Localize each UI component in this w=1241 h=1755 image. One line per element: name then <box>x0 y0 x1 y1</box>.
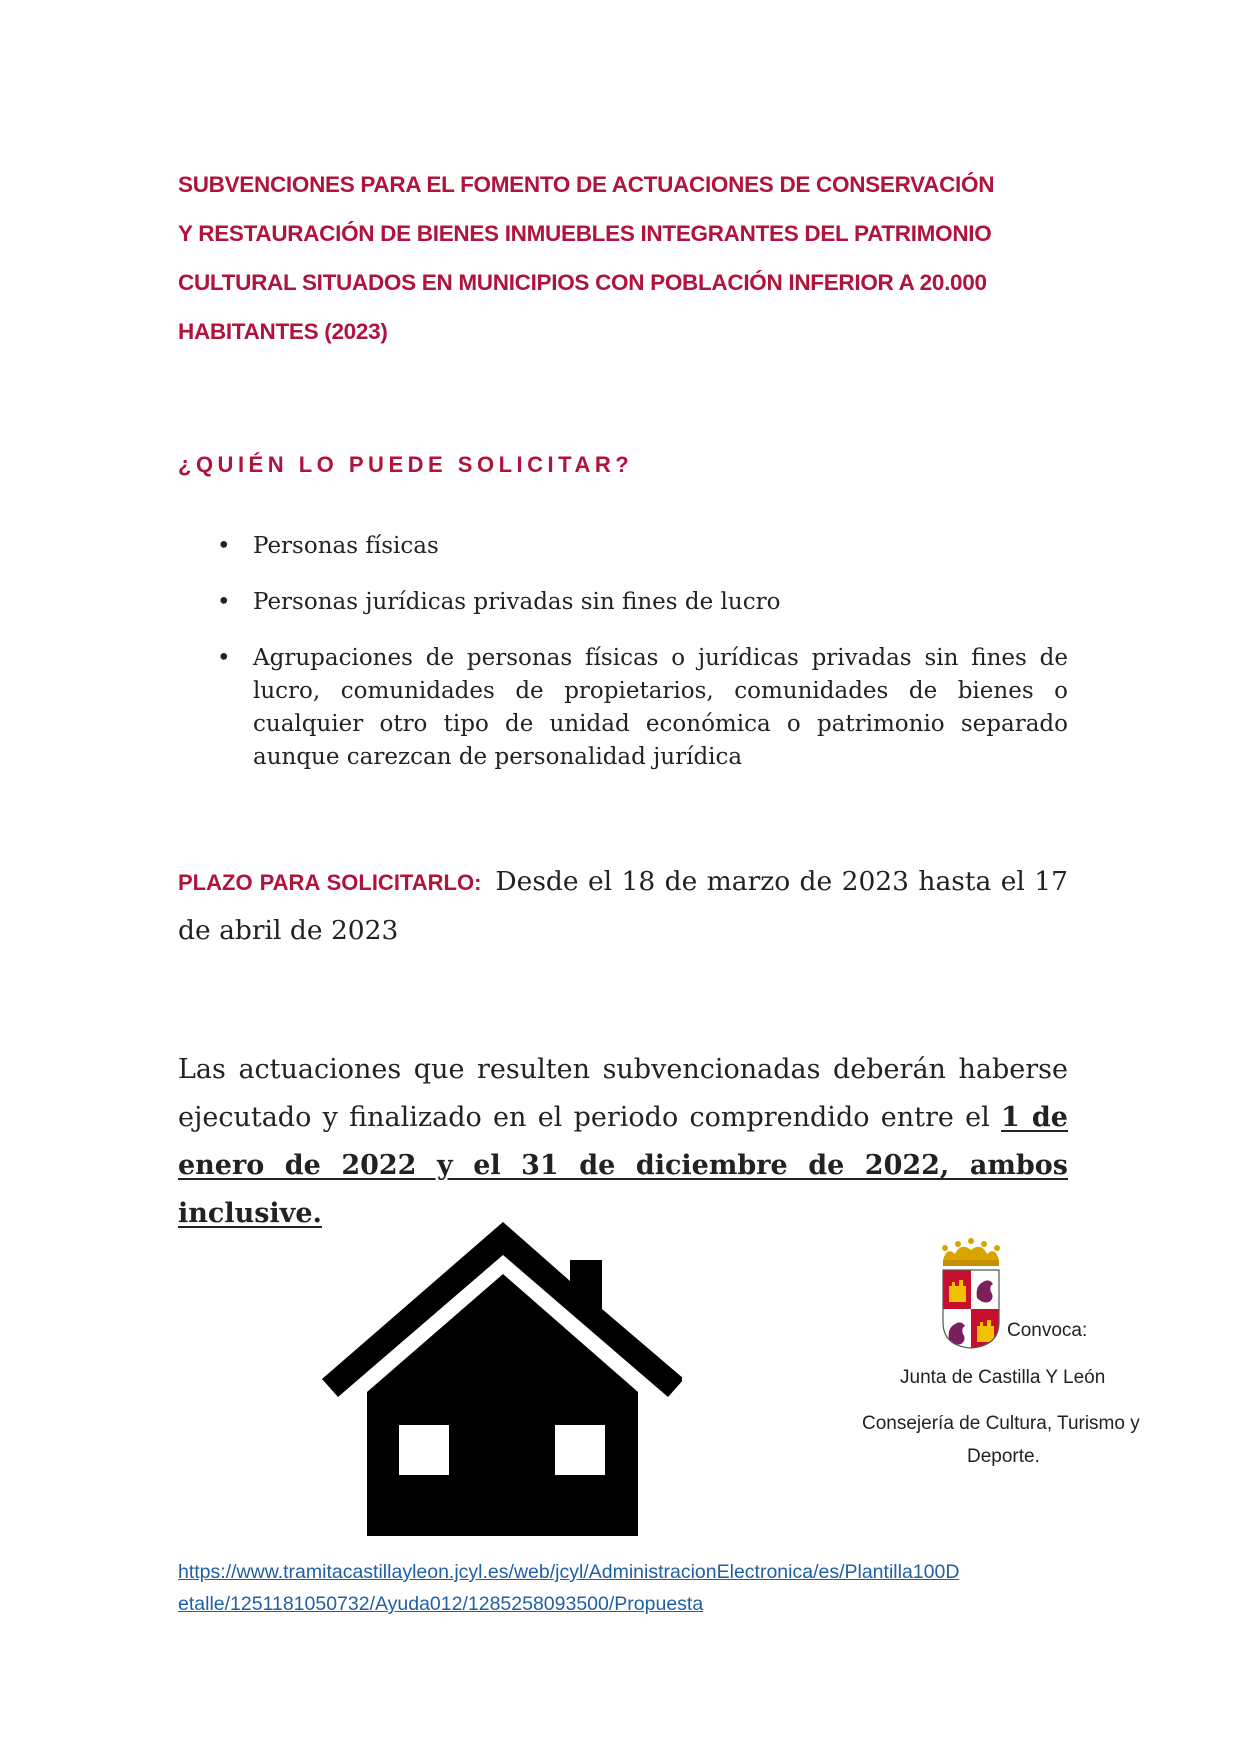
period-text: Las actuaciones que resulten subvencionadas deberán haberse ejecutado y finalizado en el periodo comprendido entre el <box>178 1054 1068 1133</box>
title-line-1: SUBVENCIONES PARA EL FOMENTO DE ACTUACIONES DE CONSERVACIÓN <box>178 172 995 197</box>
list-item <box>178 586 1068 619</box>
application-link[interactable] <box>178 1556 1068 1620</box>
house-icon <box>322 1222 682 1536</box>
convoca-dept-line-2: Deporte. <box>967 1446 1040 1467</box>
eligibility-list <box>178 530 1068 797</box>
title-line-3: CULTURAL SITUADOS EN MUNICIPIOS CON POBLACIÓN INFERIOR A 20.000 <box>178 270 987 295</box>
bullet-icon: • <box>217 645 231 671</box>
deadline-text: Desde el 18 de marzo de 2023 hasta el 17 de abril de 2023 <box>178 866 1068 946</box>
document-title <box>178 160 1068 356</box>
link-line-2[interactable]: etalle/1251181050732/Ayuda012/1285258093500/Propuesta <box>178 1593 704 1615</box>
deadline-paragraph <box>178 858 1068 955</box>
convoca-label: Convoca: <box>1007 1320 1088 1341</box>
list-item-text: Personas jurídicas privadas sin fines de lucro <box>253 589 781 615</box>
crown-icon <box>942 1238 1000 1266</box>
coat-of-arms-icon <box>937 1238 1005 1350</box>
deadline-label: PLAZO PARA SOLICITARLO: <box>178 870 482 895</box>
period-paragraph <box>178 1046 1068 1238</box>
convoca-dept-line-1: Consejería de Cultura, Turismo y <box>862 1413 1140 1434</box>
list-item <box>178 530 1068 563</box>
bullet-icon: • <box>217 589 231 615</box>
bullet-icon: • <box>217 533 231 559</box>
list-item-text: Agrupaciones de personas físicas o jurídicas privadas sin fines de lucro, comunidades de propietarios, comunidades de bienes o cualquier otro tipo de unidad económica o patrimonio separado aunque carezcan de personalidad jurídica <box>253 645 1068 770</box>
list-item-text: Personas físicas <box>253 533 439 559</box>
list-item <box>178 642 1068 774</box>
convoca-org: Junta de Castilla Y León <box>900 1367 1106 1388</box>
period-highlight: 1 de enero de 2022 y el 31 de diciembre de 2022, ambos inclusive. <box>178 1102 1068 1229</box>
title-line-2: Y RESTAURACIÓN DE BIENES INMUEBLES INTEGRANTES DEL PATRIMONIO <box>178 221 992 246</box>
title-line-4: HABITANTES (2023) <box>178 319 388 344</box>
link-line-1[interactable]: https://www.tramitacastillayleon.jcyl.es/web/jcyl/AdministracionElectronica/es/Plantilla100D <box>178 1561 960 1583</box>
who-heading: ¿QUIÉN LO PUEDE SOLICITAR? <box>178 452 634 477</box>
